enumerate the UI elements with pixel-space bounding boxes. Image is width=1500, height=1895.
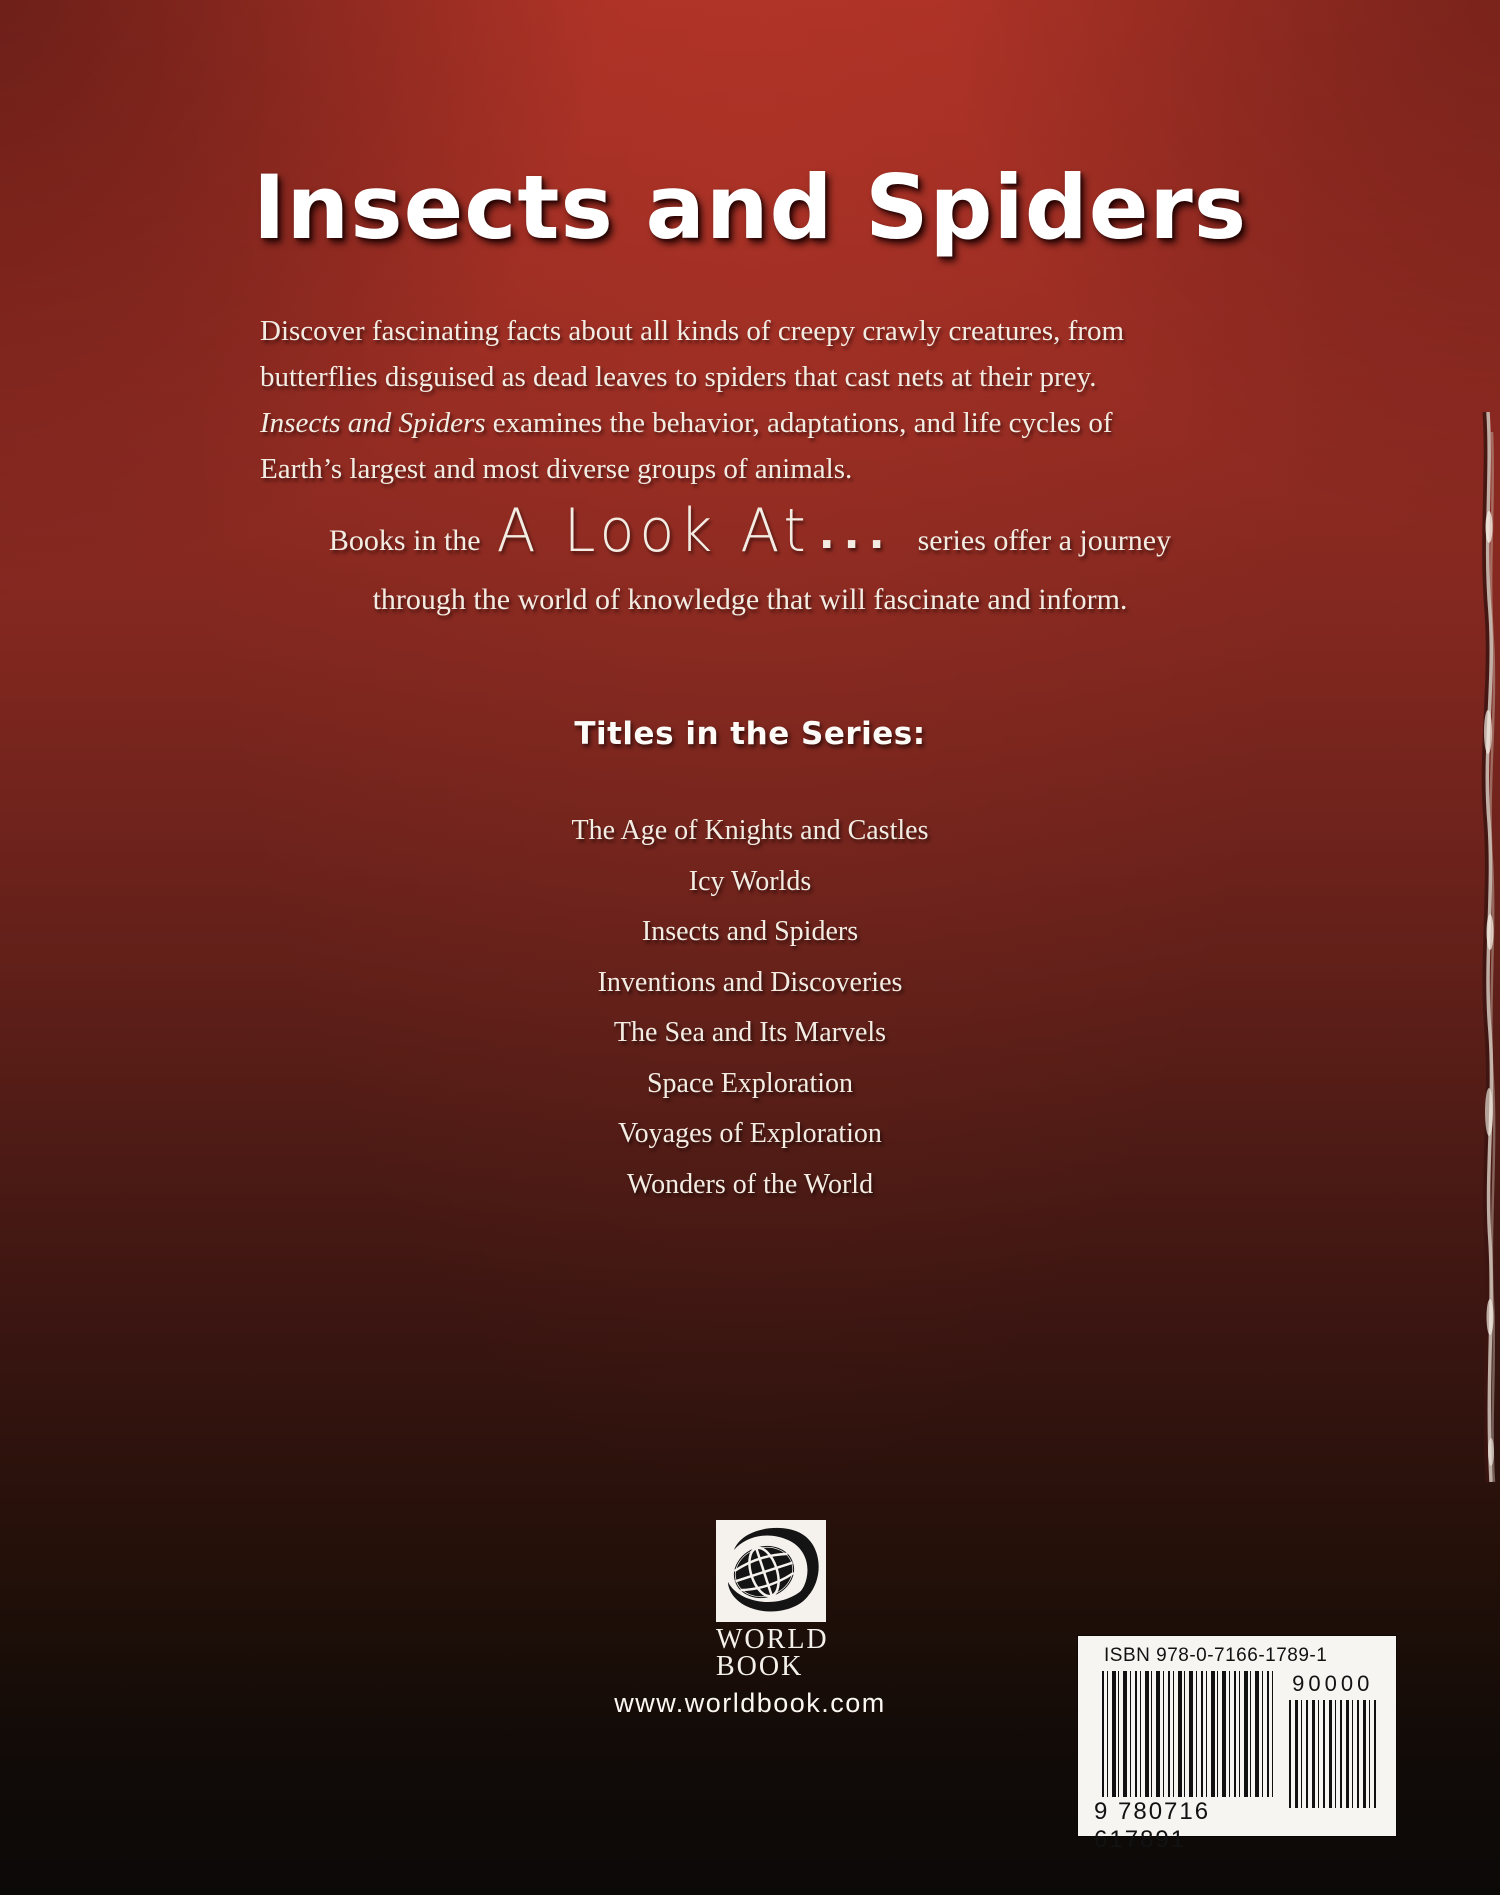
titles-list <box>0 806 1500 1210</box>
barcode-supplement-column <box>1279 1671 1386 1854</box>
isbn-number: ISBN 978-0-7166-1789-1 <box>1104 1645 1328 1666</box>
series-blurb-line2: through the world of knowledge that will fascinate and inform. <box>372 583 1128 616</box>
series-title-item: Inventions and Discoveries <box>597 966 903 998</box>
barcode-main-column <box>1094 1671 1273 1854</box>
book-title: Insects and Spiders <box>252 156 1248 259</box>
publisher-wordmark <box>716 1626 876 1680</box>
description-line <box>260 400 1240 446</box>
series-title-item: The Age of Knights and Castles <box>571 815 929 846</box>
series-title-item: Voyages of Exploration <box>618 1118 882 1149</box>
publisher-website: www.worldbook.com <box>614 1688 886 1718</box>
ean13-digits: 9 780716 617891 <box>1094 1798 1211 1853</box>
publisher-name-line2: BOOK <box>716 1651 804 1682</box>
series-ellipsis: ... <box>818 509 894 558</box>
series-title-item: Wonders of the World <box>626 1168 874 1200</box>
supplement-digits: 90000 <box>1292 1671 1374 1696</box>
ean13-barcode-bars <box>1102 1671 1273 1797</box>
barcode-row <box>1078 1671 1396 1854</box>
series-title-item: Insects and Spiders <box>641 916 859 947</box>
description-line: Discover fascinating facts about all kinds of creepy crawly creatures, from <box>260 315 1125 347</box>
series-logotype: A Look At <box>496 496 811 566</box>
series-title-item: Space Exploration <box>646 1067 854 1099</box>
book-description <box>260 308 1240 492</box>
description-line: Earth’s largest and most diverse groups of animals. <box>260 453 853 485</box>
publisher-logo-block <box>716 1520 876 1680</box>
series-title-item: Icy Worlds <box>688 865 812 897</box>
publisher-name-line1: WORLD <box>716 1624 829 1655</box>
series-blurb <box>0 498 1500 564</box>
series-blurb-prefix: Books in the <box>328 524 481 557</box>
series-blurb-suffix: series offer a journey <box>917 524 1172 557</box>
series-title-item: The Sea and Its Marvels <box>613 1017 887 1048</box>
world-book-globe-icon <box>716 1520 826 1622</box>
titles-heading: Titles in the Series: <box>574 716 926 752</box>
description-line: butterflies disguised as dead leaves to spiders that cast nets at their prey. <box>260 361 1097 393</box>
description-italic-title: Insects and Spiders <box>260 407 486 439</box>
isbn-barcode-label <box>1078 1636 1396 1853</box>
page-edge-highlight-texture <box>1462 412 1500 1482</box>
description-line-rest: examines the behavior, adaptations, and life cycles of <box>485 407 1113 439</box>
supplement-barcode-bars <box>1289 1700 1380 1808</box>
